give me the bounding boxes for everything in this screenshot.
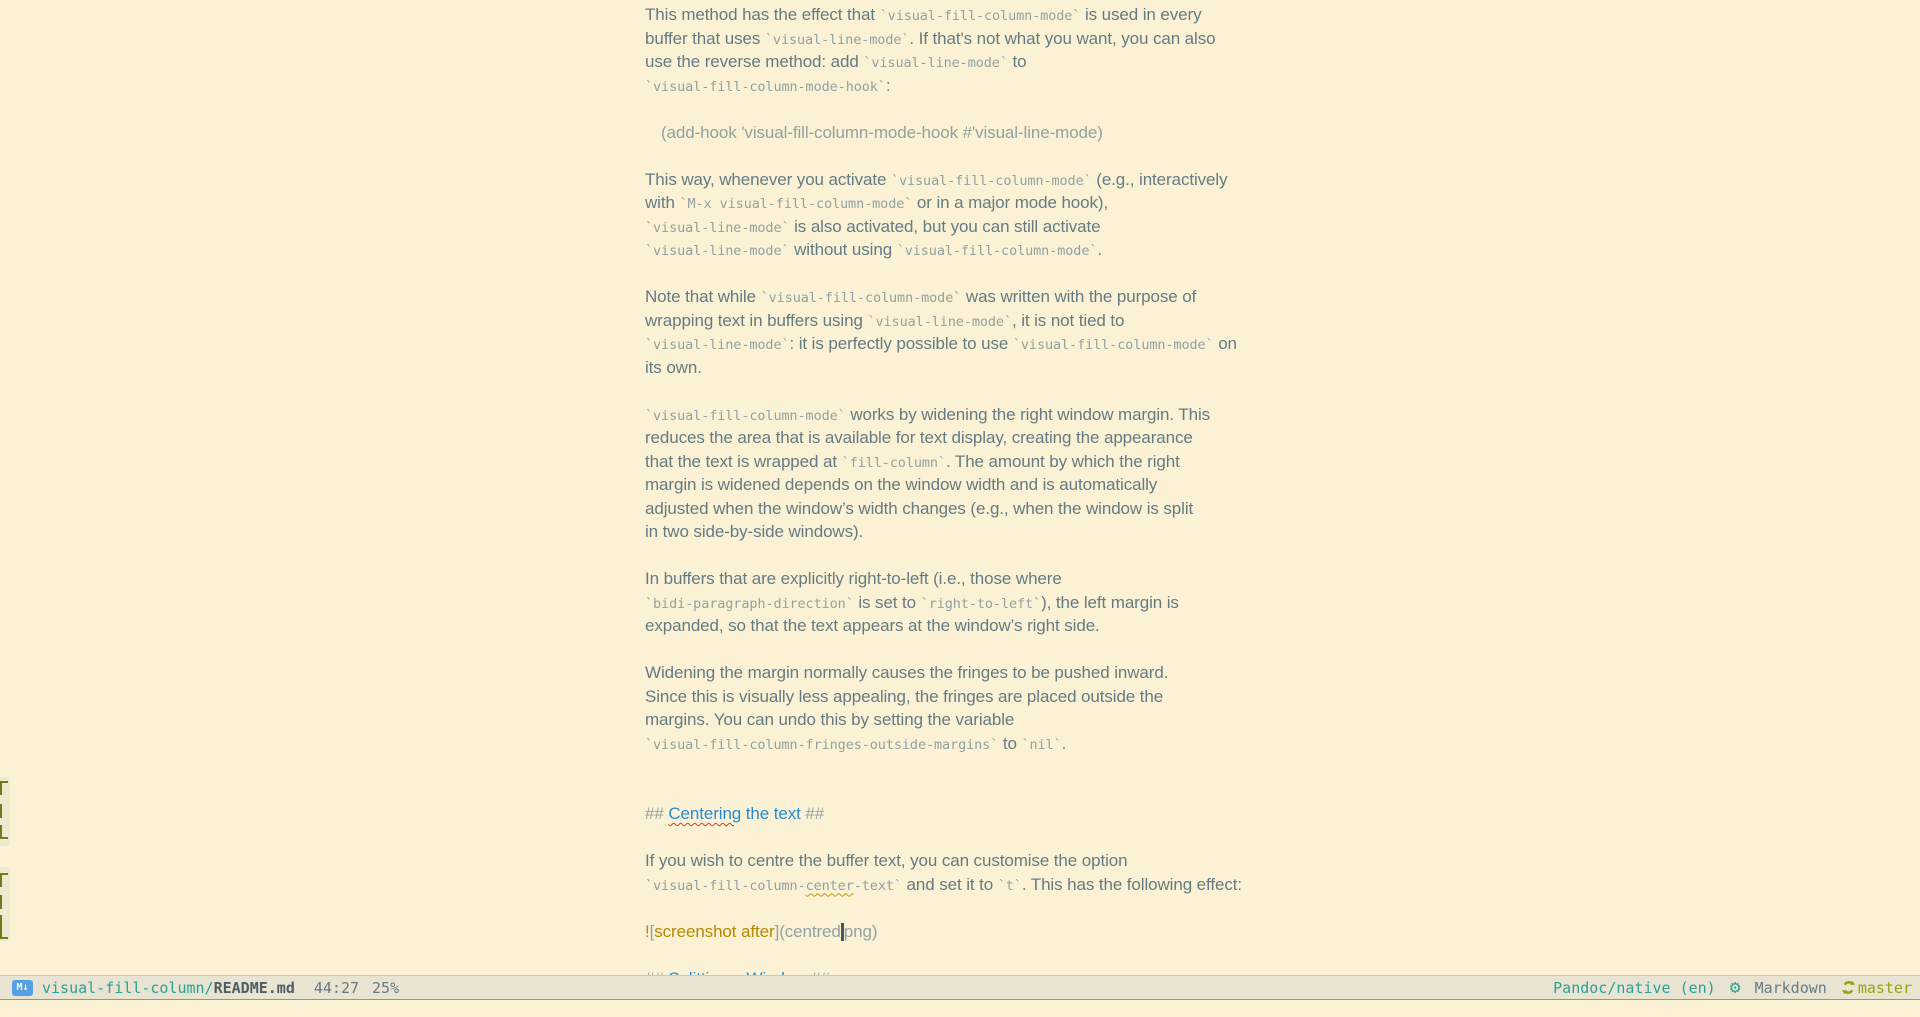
- body-text: (e.g., interactively: [1091, 169, 1228, 189]
- buffer-line: [645, 591, 1345, 615]
- buffer-line: [645, 520, 1345, 544]
- buffer-line: [645, 685, 1345, 709]
- fringe-change-indicator: [0, 915, 8, 939]
- buffer-line: [645, 732, 1345, 756]
- section-heading: [645, 802, 1345, 826]
- body-text: is also activated, but you can still activate: [789, 216, 1101, 236]
- mode-line: [0, 975, 1920, 1000]
- buffer-line: [645, 661, 1345, 685]
- buffer-line: [645, 473, 1345, 497]
- body-text: adjusted when the window’s width changes (e.g., when the window is split: [645, 498, 1194, 518]
- body-text: to: [1007, 52, 1027, 71]
- buffer-line: [645, 567, 1345, 591]
- fringe-change-strip: [0, 867, 10, 941]
- body-text: Note that while: [645, 287, 761, 306]
- buffer-line: [645, 356, 1345, 380]
- body-text: . If that's not what you want, you can also: [909, 28, 1216, 48]
- fringe-change-indicator: [0, 781, 8, 795]
- mode-line-left: [0, 979, 399, 997]
- md-bracket: [: [649, 921, 655, 941]
- pandoc-mode-indicator[interactable]: Pandoc/native (en): [1553, 978, 1716, 997]
- body-text: and set it to: [901, 874, 998, 894]
- md-image-bang: !: [645, 921, 650, 941]
- inline-code: `visual-fill-column-mode`: [1012, 337, 1214, 353]
- heading-text: the text: [741, 804, 801, 823]
- body-text: is used in every: [1080, 5, 1202, 24]
- body-text: works by widening the right window margin. This: [845, 404, 1211, 424]
- inline-code: `visual-line-mode`: [764, 31, 910, 48]
- body-text: .: [1097, 240, 1103, 259]
- buffer-line: [645, 497, 1345, 521]
- inline-code-misspelled: center: [805, 877, 854, 894]
- body-text: , it is not tied to: [1011, 310, 1125, 330]
- buffer-line: [645, 849, 1345, 873]
- buffer-line: [645, 802, 1345, 826]
- inline-code: `visual-line-mode`: [645, 219, 790, 236]
- body-text: .: [1061, 733, 1067, 753]
- buffer-line: [645, 332, 1345, 356]
- vcs-indicator[interactable]: [1841, 979, 1912, 997]
- body-text: to: [998, 733, 1022, 753]
- fringe-change-indicator: [0, 825, 8, 839]
- buffer-line: [645, 426, 1345, 450]
- paragraph: [645, 168, 1345, 262]
- body-text: expanded, so that the text appears at the window’s right side.: [645, 616, 1100, 635]
- body-text: in two side-by-side windows).: [645, 522, 864, 541]
- body-text: without using: [789, 240, 897, 259]
- body-text: that the text is wrapped at: [645, 451, 842, 471]
- inline-code: `M-x visual-fill-column-mode`: [679, 196, 913, 212]
- fringe-change-strip: [0, 777, 10, 846]
- buffer-line: [645, 191, 1345, 215]
- buffer-line: [645, 121, 1345, 145]
- paragraph: [645, 403, 1345, 544]
- md-url-text: png): [843, 921, 878, 941]
- inline-code: `visual-fill-column-fringes-outside-margins`: [645, 736, 999, 753]
- buffer-line: [645, 708, 1345, 732]
- buffer-line: [645, 74, 1345, 98]
- buffer-line: [645, 309, 1345, 333]
- inline-code: `visual-fill-column-: [645, 877, 806, 894]
- md-bracket: ]: [774, 921, 780, 941]
- body-text: margins. You can undo this by setting the variable: [645, 710, 1015, 729]
- buffer-name[interactable]: [42, 979, 295, 997]
- buffer-line: [645, 450, 1345, 474]
- paragraph: [645, 661, 1345, 755]
- markdown-file-icon: M↓: [12, 980, 33, 996]
- paragraph: [645, 285, 1345, 379]
- body-text: . The amount by which the right: [945, 451, 1180, 471]
- inline-code: `visual-line-mode`: [863, 55, 1008, 71]
- body-text: This method has the effect that: [645, 5, 880, 24]
- md-heading-marker: ##: [645, 804, 669, 823]
- inline-code: `visual-fill-column-mode`: [760, 290, 962, 306]
- fringe-change-indicator: [0, 873, 8, 887]
- body-text: Widening the margin normally causes the fringes to be pushed inward.: [645, 663, 1169, 682]
- body-text: reduces the area that is available for text display, creating the appearance: [645, 428, 1193, 447]
- inline-code: -text`: [853, 877, 902, 894]
- major-mode-name[interactable]: Markdown: [1754, 978, 1827, 997]
- fringe-change-indicator: [0, 804, 2, 818]
- md-url-text: centred: [784, 921, 841, 941]
- body-text: :: [885, 75, 891, 95]
- buffer-line: [645, 3, 1345, 27]
- buffer-line: [645, 920, 1345, 944]
- body-text: was written with the purpose of: [961, 287, 1197, 306]
- inline-code: `nil`: [1021, 736, 1062, 753]
- buffer-filename: README.md: [213, 978, 295, 997]
- body-text: margin is widened depends on the window width and is automatically: [645, 475, 1158, 494]
- body-text: : it is perfectly possible to use: [789, 334, 1013, 353]
- buffer-line: [645, 50, 1345, 74]
- buffer-line: [645, 215, 1345, 239]
- body-text: wrapping text in buffers using: [645, 310, 868, 330]
- heading-text-misspelled: Centering: [668, 804, 742, 823]
- body-text: use the reverse method: add: [645, 52, 864, 71]
- body-text: with: [645, 193, 680, 212]
- inline-code: `visual-line-mode`: [645, 243, 790, 259]
- body-text: In buffers that are explicitly right-to-left (i.e., those where: [645, 569, 1062, 588]
- body-text: This way, whenever you activate: [645, 169, 891, 189]
- inline-code: `visual-fill-column-mode-hook`: [645, 78, 886, 95]
- body-text: If you wish to centre the buffer text, you can customise the option: [645, 851, 1128, 870]
- body-text: . This has the following effect:: [1021, 874, 1242, 894]
- buffer-line: [645, 873, 1345, 897]
- settings-gear-icon[interactable]: ⚙: [1729, 976, 1741, 998]
- body-text: Since this is visually less appealing, the fringes are placed outside the: [645, 686, 1164, 706]
- paragraph: [645, 3, 1345, 97]
- md-link-text[interactable]: screenshot after: [654, 921, 775, 941]
- buffer-line: [645, 614, 1345, 638]
- paragraph: [645, 567, 1345, 638]
- buffer-directory: visual-fill-column/: [42, 978, 214, 997]
- buffer-line: [645, 168, 1345, 192]
- inline-code: `visual-fill-column-mode`: [645, 407, 846, 424]
- inline-code: `visual-fill-column-mode`: [896, 243, 1098, 259]
- body-text: buffer that uses: [645, 28, 765, 48]
- buffer-line: [645, 285, 1345, 309]
- inline-code: `bidi-paragraph-direction`: [645, 595, 854, 612]
- code-block: [645, 121, 1345, 145]
- line-column-indicator: 44:27: [313, 978, 360, 997]
- md-heading-marker: ##: [800, 804, 825, 823]
- body-text: is set to: [853, 592, 921, 612]
- md-bracket: (: [779, 921, 785, 941]
- body-text: on: [1213, 334, 1237, 353]
- image-link-line: [645, 920, 1345, 944]
- mode-line-right: [1553, 976, 1920, 998]
- buffer-line: [645, 238, 1345, 262]
- inline-code: `fill-column`: [841, 454, 946, 471]
- echo-area[interactable]: [0, 1001, 1920, 1017]
- fringe-change-indicator: [0, 895, 2, 909]
- inline-code: `visual-fill-column-mode`: [879, 8, 1081, 24]
- inline-code: `visual-fill-column-mode`: [890, 172, 1092, 189]
- body-text: ), the left margin is: [1041, 592, 1179, 612]
- scroll-percentage: 25%: [372, 978, 400, 997]
- inline-code: `t`: [997, 877, 1022, 894]
- inline-code: `visual-line-mode`: [867, 313, 1012, 330]
- code-line-text: (add-hook 'visual-fill-column-mode-hook #'visual-line-mode): [661, 122, 1103, 142]
- body-text: or in a major mode hook),: [912, 193, 1109, 212]
- git-branch-name: master: [1857, 978, 1912, 997]
- buffer-line: [645, 403, 1345, 427]
- buffer-line: [645, 27, 1345, 51]
- git-branch-icon: [1841, 980, 1856, 995]
- body-text: its own.: [645, 357, 702, 377]
- inline-code: `right-to-left`: [920, 595, 1042, 612]
- inline-code: `visual-line-mode`: [645, 337, 790, 353]
- paragraph: [645, 849, 1345, 896]
- editor-buffer[interactable]: [645, 3, 1345, 990]
